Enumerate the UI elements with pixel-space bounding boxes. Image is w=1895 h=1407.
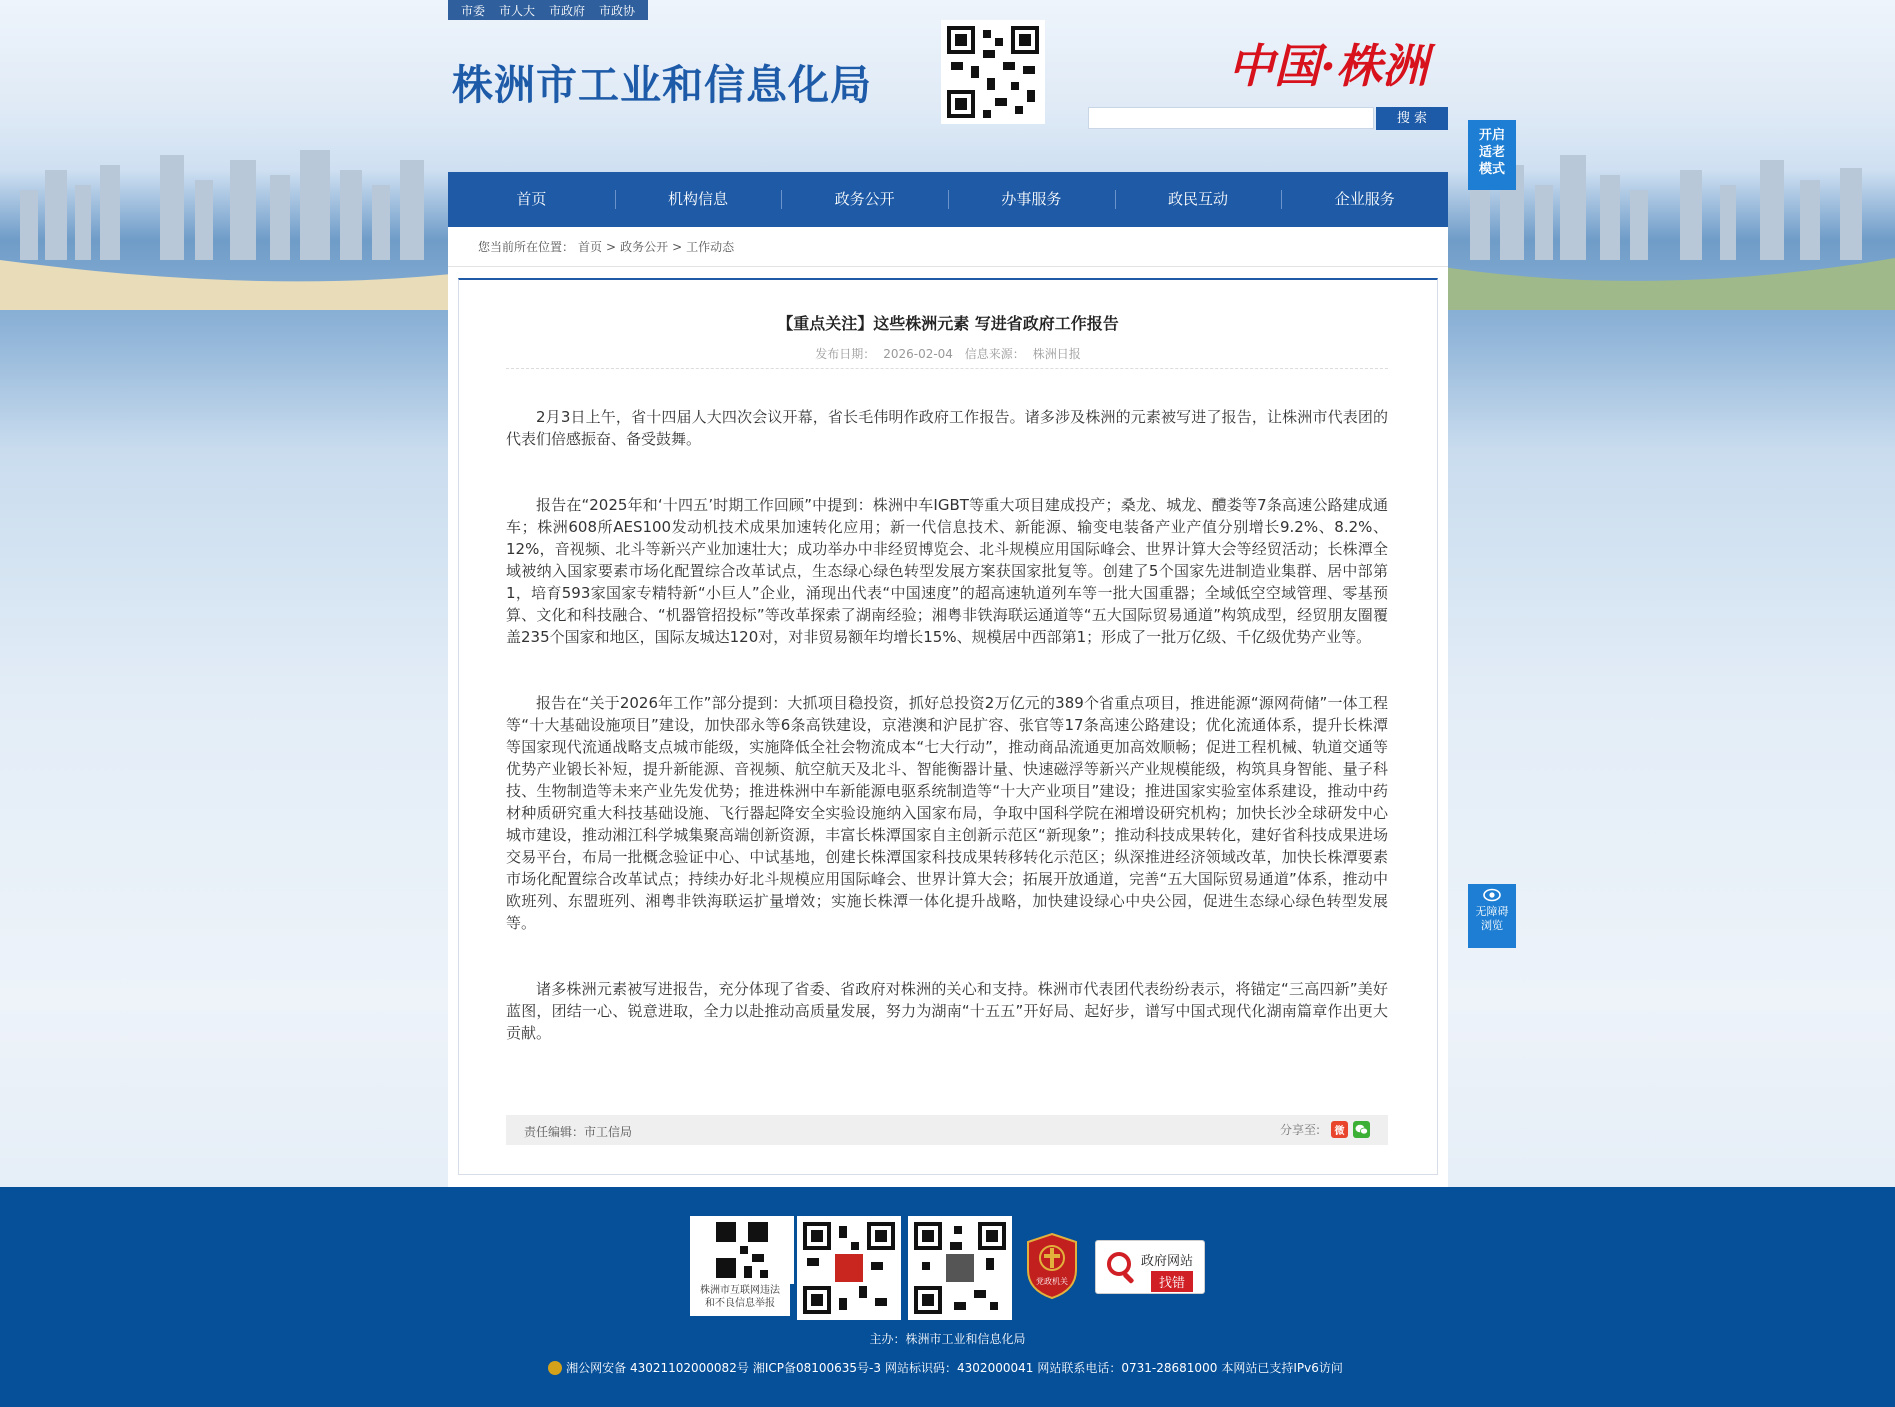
elder-mode-line-1: 开启 [1478, 128, 1505, 143]
breadcrumb-divider [448, 266, 1448, 267]
error-finder-line-1: 政府网站 [1141, 1254, 1194, 1269]
ipv6-notice: 本网站已支持IPv6访问 [1221, 1361, 1343, 1375]
breadcrumb-separator: > [672, 240, 683, 254]
report-qr-caption-line-2: 和不良信息举报 [705, 1298, 775, 1309]
wechat-share-icon[interactable] [1353, 1121, 1370, 1138]
error-finder-line-2: 找错 [1151, 1271, 1193, 1292]
article-paragraph: 报告在“2025年和‘十四五’时期工作回顾”中提到：株洲中车IGBT等重大项目建成投产；桑龙、城龙、醴娄等7条高速公路建成通车；株洲608所AES100发动机技术成果加速转化应用；新一代信息技术、新能源、输变电装备产业产值分别增长9.2%、8.2%、12%，音视频、北斗等新兴产业加速壮大；成功举办中非经贸博览会、北斗规模应用国际峰会、世界计算大会等经贸活动；长株潭全域被纳入国家要素市场化配置综合改革试点，生态绿心绿色转型发展方案获国家批复等。创建了5个国家先进制造业集群、居中部第1，培育593家国家专精特新“小巨人”企业，涌现出代表“中国速度”的超高速轨道列车等一批大国重器；全域低空空域管理、零基预算、文化和科技融合、“机器管招投标”等改革探索了湖南经验；湘粤非铁海联运通道等“五大国际贸易通道”构筑成型，经贸朋友圈覆盖235个国家和地区，国际友城达120对，对非贸易额年均增长15%、规模居中西部第1；形成了一批万亿级、千亿级优势产业等。 [506, 496, 1388, 646]
site-host [0, 1330, 1895, 1347]
search-button[interactable]: 搜 索 [1376, 107, 1448, 130]
site-id: 网站标识码：4302000041 [885, 1361, 1034, 1375]
accessibility-browse-button[interactable] [1468, 884, 1516, 948]
breadcrumb [478, 238, 738, 255]
mobile-site-qr-code-icon[interactable] [908, 1216, 1012, 1320]
magnifier-icon [1104, 1249, 1140, 1285]
host-label: 主办： [869, 1332, 906, 1346]
nav-item-enterprise-services[interactable]: 企业服务 [1281, 172, 1448, 227]
nav-item-services[interactable]: 办事服务 [948, 172, 1115, 227]
police-badge-icon [548, 1361, 562, 1375]
breadcrumb-home[interactable]: 首页 [578, 240, 603, 254]
breadcrumb-government-affairs[interactable]: 政务公开 [620, 240, 669, 254]
editor-label: 责任编辑： [524, 1125, 585, 1139]
site-phone: 网站联系电话：0731-28681000 [1037, 1361, 1218, 1375]
wechat-official-qr-code-icon[interactable] [797, 1216, 901, 1320]
article-paragraph: 报告在“关于2026年工作”部分提到：大抓项目稳投资，抓好总投资2万亿元的389个省重点项目，推进能源“源网荷储”一体工程等“十大基础设施项目”建设，加快邵永等6条高铁建设，京港澳和沪昆扩容、张官等17条高速公路建设；优化流通体系，提升长株潭等国家现代流通战略支点城市能级，实施降低全社会物流成本“七大行动”，推动商品流通更加高效顺畅；促进工程机械、轨道交通等优势产业锻长补短，提升新能源、音视频、航空航天及北斗、智能衡器计量、快速磁浮等新兴产业规模能级，构筑具身智能、量子科技、生物制造等未来产业先发优势；推进株洲中车新能源电驱系统制造等“十大产业项目”建设；推进国家实验室体系建设，推动中药材种质研究重大科技基础设施、飞行器起降安全实验设施纳入国家布局，争取中国科学院在湘增设研究机构；加快长沙全球研发中心城市建设，推动湘江科学城集聚高端创新资源，丰富长株潭国家自主创新示范区“新现象”；推动科技成果转化，建好省科技成果进场交易平台，布局一批概念验证中心、中试基地，创建长株潭国家科技成果转移转化示范区；纵深推进经济领域改革，加快长株潭要素市场化配置综合改革试点；持续办好北斗规模应用国际峰会、世界计算大会；拓展开放通道，完善“五大国际贸易通道”体系，推动中欧班列、东盟班列、湘粤非铁海联运扩量增效；实施长株潭一体化提升战略，加快建设绿心中央公园，促进生态绿心绿色转型发展等。 [506, 694, 1388, 932]
accessibility-line-1: 无障碍 [1475, 905, 1509, 918]
top-link-peoples-congress[interactable]: 市人大 [499, 3, 536, 18]
host-name: 株洲市工业和信息化局 [905, 1332, 1026, 1346]
elder-mode-button[interactable] [1468, 120, 1516, 190]
top-link-government[interactable]: 市政府 [549, 3, 586, 18]
main-nav [448, 172, 1448, 227]
publish-date-label: 发布日期： [815, 347, 876, 361]
article-paragraph: 诸多株洲元素被写进报告，充分体现了省委、省政府对株洲的关心和支持。株洲市代表团代表纷纷表示，将锚定“三高四新”美好蓝图，团结一心、锐意进取，全力以赴推动高质量发展，努力为湖南“十五五”开好局、起好步，谱写中国式现代化湖南篇章作出更大贡献。 [506, 980, 1388, 1042]
article-title: 【重点关注】这些株洲元素 写进省政府工作报告 [777, 314, 1119, 333]
top-link-party-committee[interactable]: 市委 [461, 3, 486, 18]
article-body [506, 406, 1388, 1088]
top-links-bar [448, 0, 648, 20]
share-tools [1280, 1121, 1370, 1138]
source: 株洲日报 [1032, 347, 1081, 361]
top-link-cppcc[interactable]: 市政协 [599, 3, 636, 18]
report-qr-caption-line-1: 株洲市互联网违法 [700, 1285, 780, 1296]
site-title: 株洲市工业和信息化局 [452, 61, 872, 109]
article-divider [506, 368, 1388, 369]
editor-name: 市工信局 [584, 1125, 633, 1139]
nav-item-home[interactable]: 首页 [516, 190, 547, 208]
party-government-organ-badge-icon[interactable] [1024, 1232, 1080, 1300]
report-qr-code-icon[interactable] [690, 1216, 794, 1284]
elder-mode-line-3: 模式 [1478, 162, 1505, 177]
badge-text: 党政机关 [1036, 1277, 1068, 1286]
qr-code-icon [941, 20, 1045, 124]
responsible-editor [524, 1123, 632, 1140]
site-registration-info [0, 1359, 1895, 1376]
article-paragraph: 2月3日上午，省十四届人大四次会议开幕，省长毛伟明作政府工作报告。诸多涉及株洲的元素被写进了报告，让株洲市代表团的代表们倍感振奋、备受鼓舞。 [506, 408, 1388, 448]
article-footer-bar [506, 1115, 1388, 1145]
breadcrumb-label: 您当前所在位置： [478, 240, 575, 254]
breadcrumb-separator: > [606, 240, 617, 254]
publish-date: 2026-02-04 [883, 347, 953, 361]
nav-item-organization[interactable]: 机构信息 [615, 172, 782, 227]
nav-item-interaction[interactable]: 政民互动 [1115, 172, 1282, 227]
china-zhuzhou-calligraphy-logo: 中国·株洲 [1228, 39, 1429, 93]
accessibility-line-2: 浏览 [1481, 919, 1503, 932]
elder-mode-line-2: 适老 [1478, 145, 1505, 160]
eye-icon [1483, 888, 1501, 902]
article-meta [458, 345, 1438, 362]
source-label: 信息来源： [964, 347, 1025, 361]
icp-filing[interactable]: 湘ICP备08100635号-3 [752, 1361, 882, 1375]
breadcrumb-work-news[interactable]: 工作动态 [686, 240, 735, 254]
weibo-share-icon[interactable]: 微 [1331, 1121, 1348, 1138]
gov-site-error-finder-button[interactable] [1095, 1240, 1205, 1294]
public-security-filing[interactable]: 湘公网安备 43021102000082号 [566, 1361, 749, 1375]
report-qr-caption [690, 1280, 790, 1316]
share-label: 分享至: [1279, 1123, 1320, 1137]
search-input[interactable] [1088, 107, 1374, 129]
nav-item-government-affairs[interactable]: 政务公开 [781, 172, 948, 227]
